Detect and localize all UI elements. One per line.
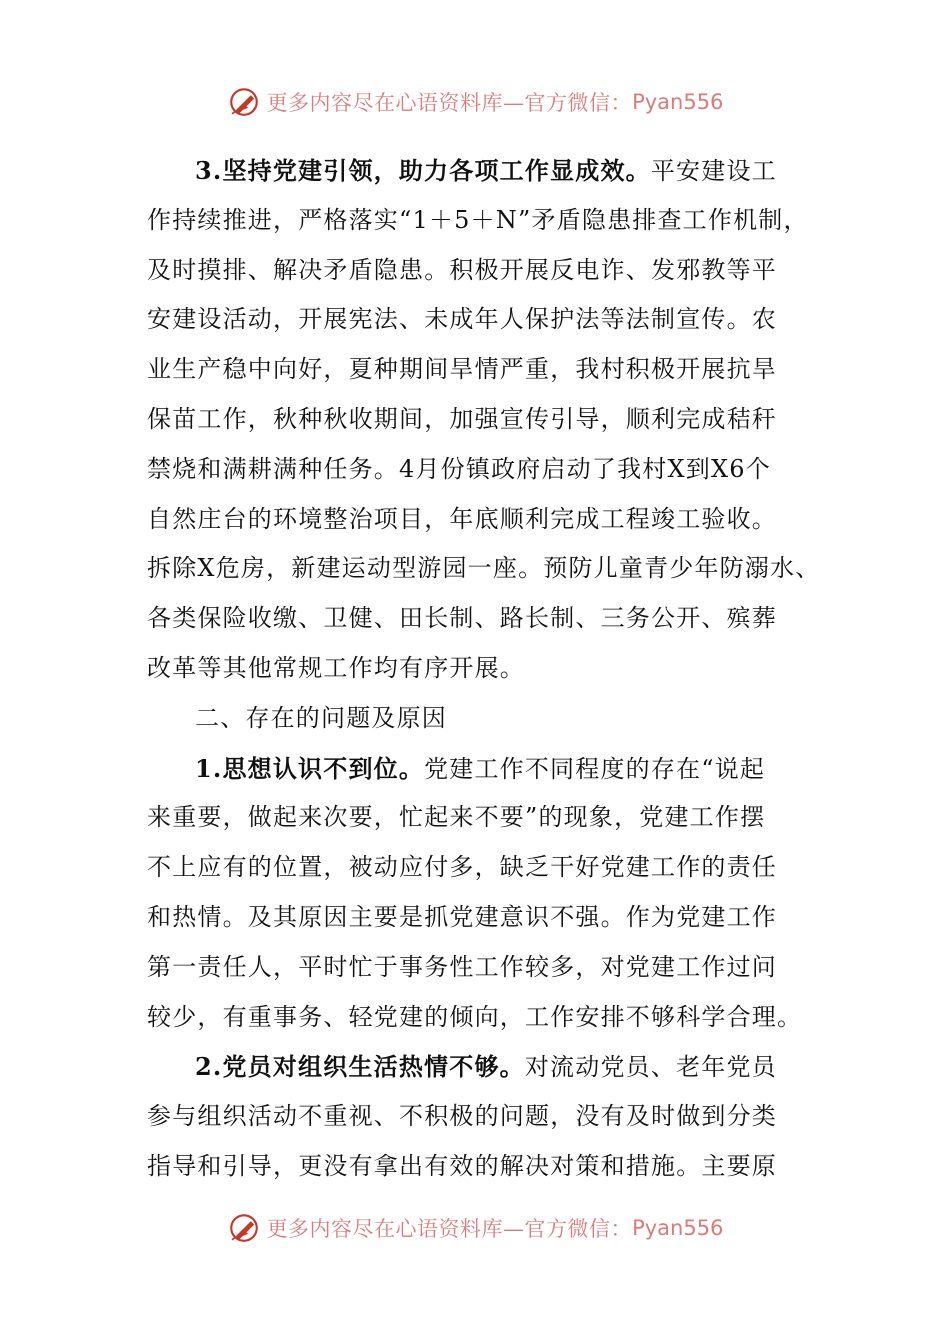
- text-line: [147, 1042, 807, 1092]
- text-line: [147, 445, 807, 495]
- header-watermark-banner: [0, 82, 950, 122]
- document-body: [147, 146, 821, 1192]
- text-line: [147, 694, 807, 744]
- line-text: 禁烧和满耕满种任务。4月份镇政府启动了我村X到X6个: [147, 454, 771, 483]
- text-line: [147, 246, 807, 296]
- line-text: 第一责任人，平时忙于事务性工作较多，对党建工作过问: [147, 952, 777, 981]
- text-line: [147, 993, 807, 1043]
- text-line: [147, 644, 807, 694]
- line-text: 各类保险收缴、卫健、田长制、路长制、三务公开、殡葬: [147, 604, 777, 633]
- line-text: 安建设活动，开展宪法、未成年人保护法等法制宣传。农: [147, 305, 777, 334]
- watermark-text: 更多内容尽在心语资料库—官方微信：: [266, 91, 633, 115]
- watermark-text: 更多内容尽在心语资料库—官方微信：: [266, 1217, 633, 1241]
- bold-heading: 1.思想认识不到位。: [195, 753, 425, 783]
- text-line: [147, 146, 807, 196]
- watermark-id: Pyan556: [632, 1216, 724, 1240]
- line-text: 二、存在的问题及原因: [195, 703, 447, 732]
- line-text: 平安建设工: [650, 157, 777, 185]
- line-text: 参与组织活动不重视、不积极的问题，没有及时做到分类: [147, 1102, 777, 1131]
- text-line: [147, 345, 807, 395]
- line-text: 及时摸排、解决矛盾隐患。积极开展反电诈、发邪教等平: [147, 255, 777, 284]
- line-text: 党建工作不同程度的存在“说起: [424, 754, 766, 783]
- text-line: [147, 544, 821, 594]
- text-line: [147, 744, 807, 794]
- line-text: 不上应有的位置，被动应付多，缺乏干好党建工作的责任: [147, 853, 777, 882]
- line-text: 拆除X危房，新建运动型游园一座。预防儿童青少年防溺水、: [147, 554, 821, 583]
- text-line: [147, 1142, 807, 1192]
- line-text: 作持续推进，严格落实“1＋5＋N”矛盾隐患排查工作机制，: [147, 205, 809, 234]
- text-line: [147, 495, 807, 545]
- line-text: 来重要，做起来次要，忙起来不要”的现象，党建工作摆: [147, 803, 766, 832]
- footer-watermark-banner: [0, 1208, 950, 1248]
- line-text: 和热情。及其原因主要是抓党建意识不强。作为党建工作: [147, 902, 777, 931]
- text-line: [147, 295, 807, 345]
- pen-logo-icon: [227, 85, 261, 119]
- text-line: [147, 395, 807, 445]
- text-line: [147, 196, 807, 246]
- line-text: 改革等其他常规工作均有序开展。: [147, 653, 525, 682]
- text-line: [147, 943, 807, 993]
- text-line: [147, 893, 807, 943]
- watermark-id: Pyan556: [632, 90, 724, 114]
- text-line: [147, 793, 807, 843]
- bold-heading: 3.坚持党建引领，助力各项工作显成效。: [195, 156, 651, 185]
- text-line: [147, 843, 807, 893]
- line-text: 对流动党员、老年党员: [524, 1053, 777, 1082]
- pen-logo-icon: [227, 1211, 261, 1245]
- line-text: 保苗工作，秋种秋收期间，加强宣传引导，顺利完成秸秆: [147, 404, 777, 433]
- text-line: [147, 1092, 807, 1142]
- line-text: 自然庄台的环境整治项目，年底顺利完成工程竣工验收。: [147, 504, 777, 533]
- bold-heading: 2.党员对组织生活热情不够。: [195, 1052, 525, 1082]
- line-text: 业生产稳中向好，夏种期间旱情严重，我村积极开展抗旱: [147, 355, 777, 384]
- text-line: [147, 594, 807, 644]
- line-text: 较少，有重事务、轻党建的倾向，工作安排不够科学合理。: [147, 1002, 803, 1031]
- line-text: 指导和引导，更没有拿出有效的解决对策和措施。主要原: [147, 1151, 777, 1180]
